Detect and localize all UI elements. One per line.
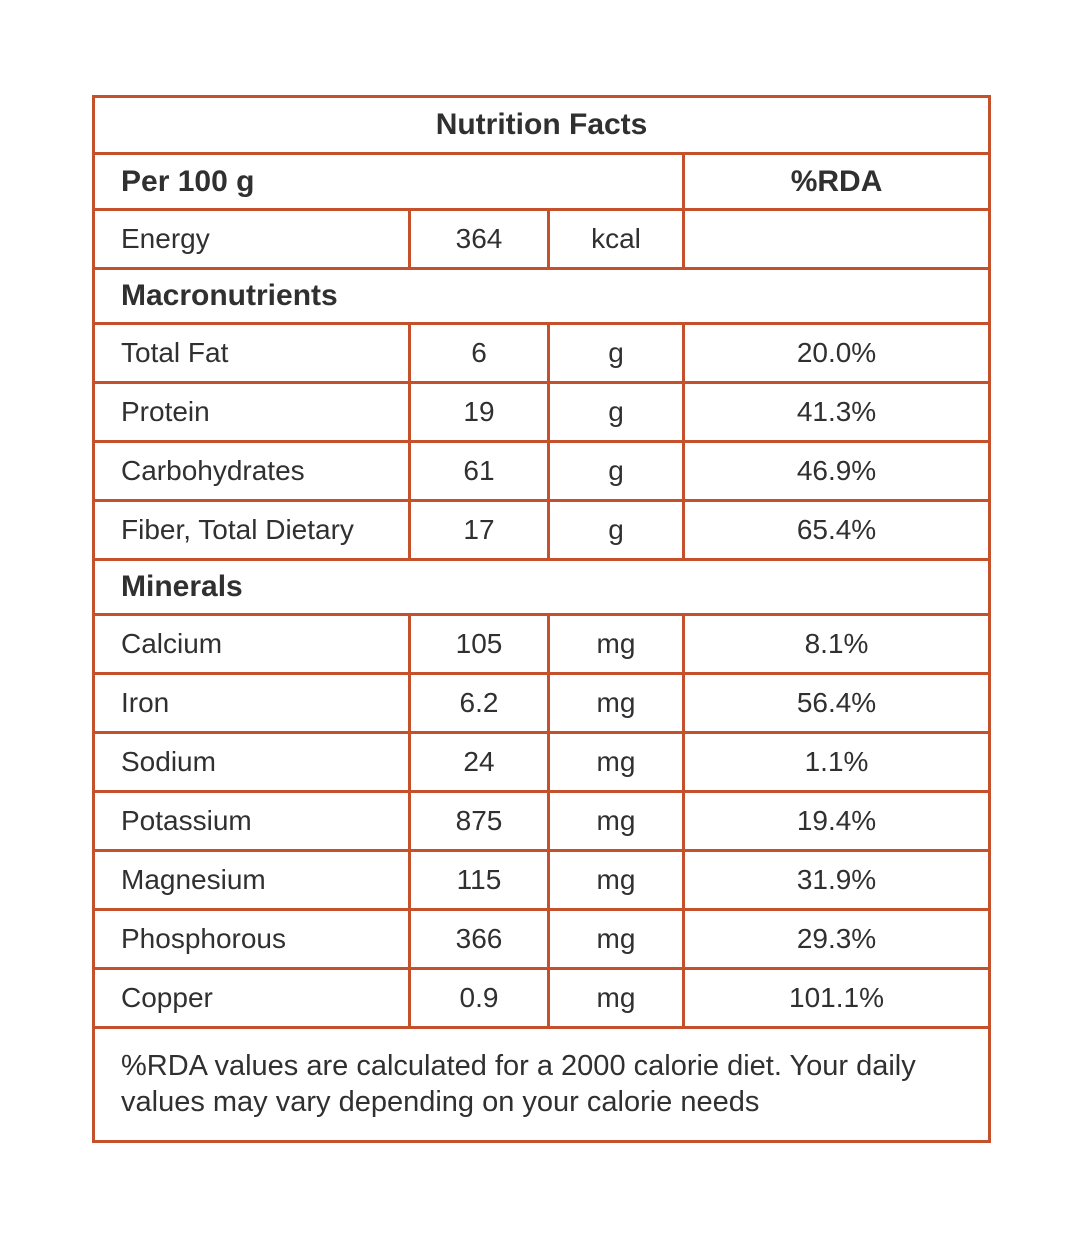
- nutrient-value: 19: [410, 383, 549, 442]
- nutrient-rda: 1.1%: [684, 733, 990, 792]
- nutrient-unit: kcal: [549, 210, 684, 269]
- nutrient-value: 105: [410, 615, 549, 674]
- nutrient-rda: [684, 210, 990, 269]
- table-row: [94, 383, 990, 442]
- serving-size-header: Per 100 g: [94, 154, 684, 210]
- nutrient-name: Carbohydrates: [94, 442, 410, 501]
- nutrient-value: 115: [410, 851, 549, 910]
- table-row: [94, 851, 990, 910]
- table-row: [94, 910, 990, 969]
- nutrient-name: Copper: [94, 969, 410, 1028]
- table-row: [94, 792, 990, 851]
- footnote-row: [94, 1028, 990, 1142]
- nutrient-rda: 65.4%: [684, 501, 990, 560]
- nutrient-value: 364: [410, 210, 549, 269]
- nutrient-name: Sodium: [94, 733, 410, 792]
- rda-footnote: %RDA values are calculated for a 2000 calorie diet. Your daily values may vary depending on your calorie needs: [94, 1028, 990, 1142]
- nutrient-unit: g: [549, 383, 684, 442]
- nutrient-unit: mg: [549, 851, 684, 910]
- section-header-minerals: [94, 560, 990, 615]
- table-row: [94, 733, 990, 792]
- nutrient-rda: 20.0%: [684, 324, 990, 383]
- nutrient-rda: 101.1%: [684, 969, 990, 1028]
- table-row: [94, 324, 990, 383]
- nutrient-unit: mg: [549, 910, 684, 969]
- nutrient-value: 366: [410, 910, 549, 969]
- nutrient-name: Calcium: [94, 615, 410, 674]
- rda-column-header: %RDA: [684, 154, 990, 210]
- nutrient-name: Iron: [94, 674, 410, 733]
- nutrient-name: Magnesium: [94, 851, 410, 910]
- table-row: [94, 442, 990, 501]
- nutrient-value: 875: [410, 792, 549, 851]
- nutrient-value: 6: [410, 324, 549, 383]
- nutrient-name: Potassium: [94, 792, 410, 851]
- nutrient-rda: 41.3%: [684, 383, 990, 442]
- nutrient-unit: mg: [549, 969, 684, 1028]
- nutrient-rda: 56.4%: [684, 674, 990, 733]
- section-header-macronutrients: [94, 269, 990, 324]
- nutrient-name: Fiber, Total Dietary: [94, 501, 410, 560]
- nutrient-unit: g: [549, 324, 684, 383]
- nutrient-unit: mg: [549, 615, 684, 674]
- nutrient-value: 6.2: [410, 674, 549, 733]
- table-row: [94, 969, 990, 1028]
- nutrition-facts-table: [92, 95, 991, 1143]
- section-label: Macronutrients: [94, 269, 990, 324]
- title-row: [94, 97, 990, 154]
- nutrient-name: Protein: [94, 383, 410, 442]
- table-row: [94, 501, 990, 560]
- nutrient-rda: 46.9%: [684, 442, 990, 501]
- section-label: Minerals: [94, 560, 990, 615]
- table-row: [94, 674, 990, 733]
- table-row: [94, 615, 990, 674]
- nutrient-value: 24: [410, 733, 549, 792]
- energy-row: [94, 210, 990, 269]
- nutrient-name: Total Fat: [94, 324, 410, 383]
- nutrient-value: 61: [410, 442, 549, 501]
- nutrient-name: Energy: [94, 210, 410, 269]
- nutrient-unit: g: [549, 442, 684, 501]
- page-title: Nutrition Facts: [94, 97, 990, 154]
- nutrient-rda: 8.1%: [684, 615, 990, 674]
- nutrient-rda: 19.4%: [684, 792, 990, 851]
- nutrient-unit: mg: [549, 733, 684, 792]
- nutrient-unit: g: [549, 501, 684, 560]
- nutrient-rda: 31.9%: [684, 851, 990, 910]
- nutrient-rda: 29.3%: [684, 910, 990, 969]
- column-header-row: [94, 154, 990, 210]
- nutrient-name: Phosphorous: [94, 910, 410, 969]
- nutrient-value: 17: [410, 501, 549, 560]
- nutrient-value: 0.9: [410, 969, 549, 1028]
- nutrient-unit: mg: [549, 792, 684, 851]
- nutrient-unit: mg: [549, 674, 684, 733]
